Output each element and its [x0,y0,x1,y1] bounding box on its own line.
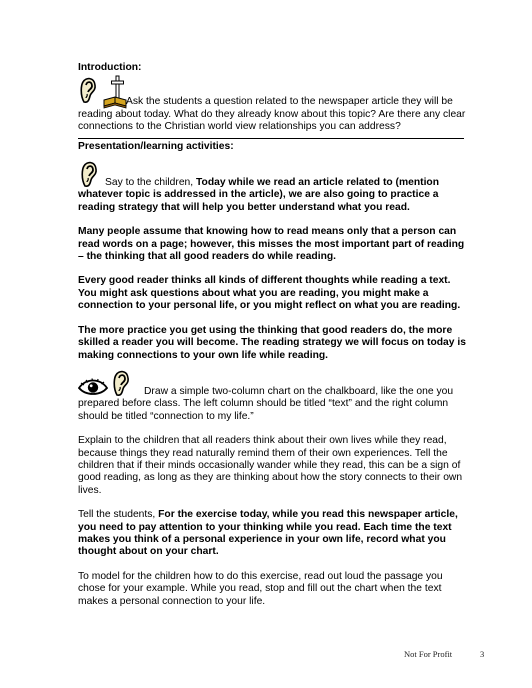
ear-icon [111,368,131,398]
chart-paragraph-2: Explain to the children that all readers think about their own lives while they read, because things they read naturally remind them of their own experiences. Tell the children that if their minds occasionally wander while they read, this can be a sign of good reading, as long as they are thinking about how the story connects to their own lives. [78,435,463,496]
chart-instruction: Draw a simple two-column chart on the chalkboard, like the one you prepared before class. The left column should be titled “text” and the right column should be titled “connection to my life.” [78,385,454,422]
chart-paragraph-4: To model for the children how to do this exercise, read out loud the passage you chose for your example. While you read, stop and fill out the chart when the text makes a personal connection to your life. [78,570,443,607]
tell-bold: For the exercise today, while you read this newspaper article, you need to pay attention to your thinking while you read. Each time the text makes you think of a personal experience in your own life, record what you thought about on your chart. [78,509,458,558]
chart-icon-row [78,374,470,398]
chart-block [78,374,470,423]
tell-intro: Tell the students, [78,509,159,521]
content [78,62,470,608]
introduction-block [78,75,470,133]
tell-paragraph [78,509,470,559]
presentation-paragraph-4: The more practice you get using the thinking that good readers do, the more skilled a reader you will become. The reading strategy we will focus on today is making connections to your own life while reading. [78,324,466,361]
say-block [78,165,470,214]
presentation-paragraph-2: Many people assume that knowing how to read means only that a person can read words on a page; however, this misses the most important part of reading – the thinking that all good readers do while reading. [78,226,465,263]
ear-icon [78,75,98,105]
presentation-paragraph-3: Every good reader thinks all kinds of different thoughts while reading a text. You might ask questions about what you are reading, you might make a connection to your personal life, or you might reflect on what you are reading. [78,275,461,312]
say-icon-row [78,165,470,189]
presentation-heading: Presentation/learning activities: [78,140,234,152]
page-number: 3 [480,649,485,659]
section-divider [78,138,464,139]
footer-label: Not For Profit [404,649,453,659]
cross-bible-icon [101,75,127,109]
say-bold: Today while we read an article related to (mention whatever topic is addressed in the article), we are also going to practice a reading strategy that will help you better understand what you read. [78,177,440,213]
introduction-icon-row [78,75,470,109]
introduction-icons [78,75,127,109]
introduction-heading: Introduction: [78,62,142,73]
introduction-text: Ask the students a question related to the newspaper article they will be reading about today. What do they already know about this topic? Are there any clear connections to the Christian world view relationships you can address? [78,96,466,133]
ear-icon [78,159,100,189]
eye-icon [78,376,108,398]
say-intro: Say to the children, [105,177,197,189]
